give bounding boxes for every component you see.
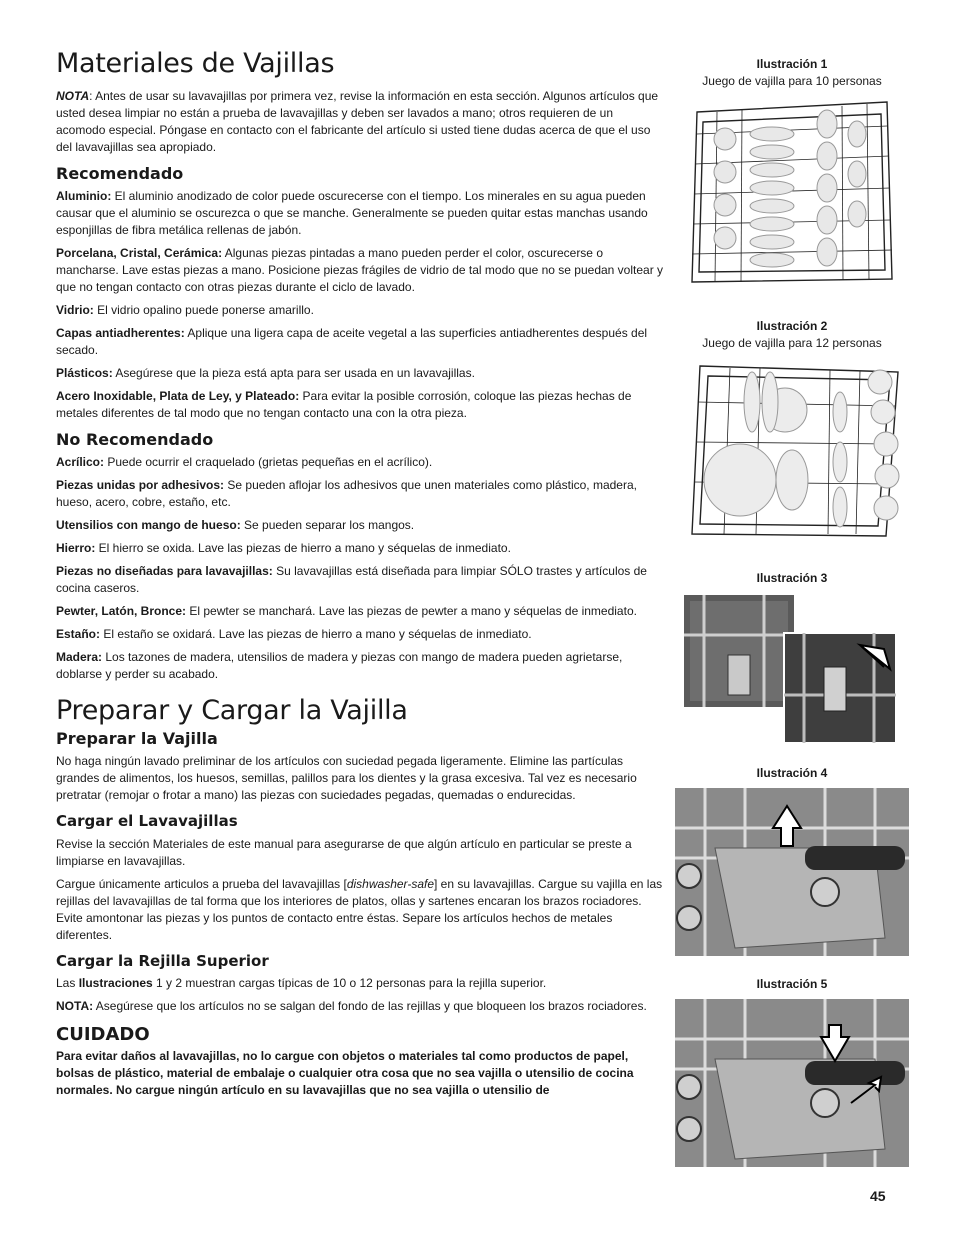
item-aluminio: Aluminio: El aluminio anodizado de color puede oscurecerse con el tiempo. Los minerales en su agua pueden causar que el aluminio se oscurezca o que se manche. Generalmente se pueden quitar estas manchas usando esponjillas de fibra metálica rellenas de jabón. (56, 189, 648, 238)
heading-no-recomendado: No Recomendado (56, 430, 214, 450)
item-hierro: Hierro: El hierro se oxida. Lave las piezas de hierro a mano y séquelas de inmediato. (56, 540, 511, 555)
cargar-p2: Cargue únicamente articulos a prueba del lavavajillas [dishwasher-safe] en su lavavajillas. Cargue su vajilla en las rejillas del lavavajillas de tal forma que los interiores de platos, ollas y sartenes encaran los brazos rociadores. Evite amontonar las piezas y los puntos de contacto entre éstas. Separe los artículos hechos de metales diferentes. (56, 876, 663, 942)
item-no-disenadas: Piezas no diseñadas para lavavajillas: Su lavavajillas está diseñada para limpiar SÓLO trastes y artículos de cocina caseros. (56, 563, 647, 595)
item-porcelana: Porcelana, Cristal, Cerámica: Algunas piezas pintadas a mano pueden perder el color, oscurecerse o mancharse. Lave estas piezas a mano. Posicione piezas frágiles de vidrio de tal modo que no se puedan voltear y que no tengan contacto con otras piezas durante el ciclo de lavado. (56, 246, 664, 295)
nota-paragraph: NOTA: Antes de usar su lavavajillas por primera vez, revise la información en esta sección. Algunos artículos que usted desea limpiar no están a prueba de lavavajillas y deben ser lavados a mano; otros requieren de un acomodo especial. Póngase en contacto con el fabricante del artículo si usted tiene dudas acerca de que el uso del lavavajillas sea apropiado. (56, 89, 659, 155)
item-capas: Capas antiadherentes: Aplique una ligera capa de aceite vegetal a las superficies antiadherentes después del secado. (56, 326, 648, 358)
il1-subtitle: Juego de vajilla para 10 personas (702, 74, 882, 88)
item-madera: Madera: Los tazones de madera, utensilios de madera y piezas con mango de madera pueden agrietarse, doblarse y perder su acabado. (56, 649, 623, 681)
section-title-materiales: Materiales de Vajillas (56, 48, 335, 79)
section-title-preparar: Preparar y Cargar la Vajilla (56, 694, 408, 726)
item-vidrio: Vidrio: El vidrio opalino puede ponerse amarillo. (56, 303, 314, 318)
heading-recomendado: Recomendado (56, 164, 184, 184)
item-adhesivos: Piezas unidas por adhesivos: Se pueden aflojar los adhesivos que unen materiales como plástico, madera, hueso, acero, cobre, estaño, etc. (56, 477, 637, 509)
il3-title: Ilustración 3 (756, 571, 828, 585)
heading-cargar-lavavajillas: Cargar el Lavavajillas (56, 812, 238, 831)
item-pewter: Pewter, Latón, Bronce: El pewter se manchará. Lave las piezas de pewter a mano y séquelas de inmediato. (56, 603, 637, 618)
il1-title: Ilustración 1 (756, 57, 828, 71)
page-number: 45 (870, 1188, 886, 1204)
rack-raise-photo (675, 788, 909, 956)
il5-title: Ilustración 5 (756, 977, 828, 991)
heading-cargar-rejilla: Cargar la Rejilla Superior (56, 951, 269, 970)
item-acrilico: Acrílico: Puede ocurrir el craquelado (grietas pequeñas en el acrílico). (56, 454, 433, 469)
item-plasticos: Plásticos: Asegúrese que la pieza está apta para ser usada en un lavavajillas. (56, 366, 475, 381)
il2-subtitle: Juego de vajilla para 12 personas (702, 336, 882, 350)
item-acero: Acero Inoxidable, Plata de Ley, y Plateado: Para evitar la posible corrosión, coloque las piezas hechas de metales diferentes de tal modo que no tengan contacto una con la otra pieza. (56, 389, 632, 421)
item-estano: Estaño: El estaño se oxidará. Lave las piezas de hierro a mano y séquelas de inmediato. (56, 626, 532, 641)
preparar-text: No haga ningún lavado preliminar de los artículos con suciedad pegada ligeramente. Elimine las partículas grandes de alimentos, los huesos, semillas, palillos para los dientes y la grasa excesiva. Tal vez es necesario pretratar (remojar o frotar a mano) las piezas con suciedades pegadas, quemadas o endurecidas. (56, 754, 637, 803)
rack-12-settings-illustration (680, 362, 904, 542)
rejilla-p1: Las Ilustraciones 1 y 2 muestran cargas típicas de 10 o 12 personas para la rejilla superior. (56, 976, 547, 991)
cargar-p1: Revise la sección Materiales de este manual para asegurarse de que algún artículo en particular se preste a limpiarse en lavavajillas. (56, 836, 632, 868)
rack-adjuster-photos (684, 595, 900, 745)
left-column (56, 48, 664, 1105)
item-hueso: Utensilios con mango de hueso: Se pueden separar los mangos. (56, 517, 415, 532)
rejilla-nota: NOTA: Asegúrese que los artículos no se salgan del fondo de las rejillas y que bloqueen los brazos rociadores. (56, 999, 647, 1014)
heading-cuidado: CUIDADO (56, 1024, 150, 1046)
cuidado-text: Para evitar daños al lavavajillas, no lo cargue con objetos o materiales tal como productos de papel, bolsas de plástico, material de embalaje o cualquier otra cosa que no sea vajilla o utensilio de cocina normales. No cargue ningún artículo en su lavavajillas que no sea vajilla o utensilio de (56, 1048, 634, 1097)
il4-title: Ilustración 4 (756, 766, 828, 780)
figures-column (672, 56, 912, 1167)
il2-title: Ilustración 2 (756, 319, 828, 333)
rack-10-settings-illustration (687, 94, 897, 290)
rack-lower-photo (675, 999, 909, 1167)
heading-preparar-vajilla: Preparar la Vajilla (56, 729, 218, 749)
